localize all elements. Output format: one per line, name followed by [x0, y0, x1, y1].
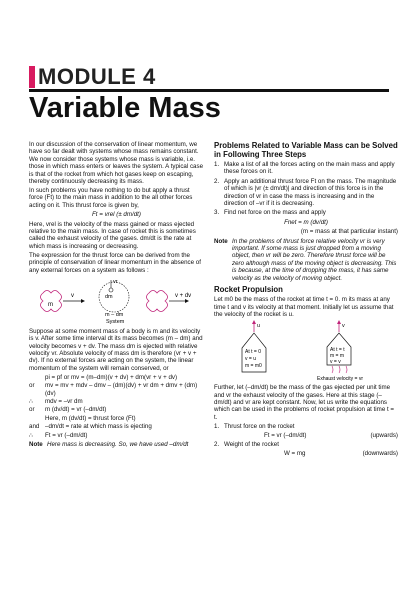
vrel-paragraph: Here, vrel is the velocity of the mass gained or mass ejected relative to the main mass. In case of rocket this is sometimes called the exhaust velocity of the gases. dm/dt is the rate at which mass is increasing or decreasing.	[29, 220, 196, 250]
rocket-right-line: m = m	[330, 352, 345, 359]
system-boundary	[99, 282, 129, 312]
ejected-mass	[109, 288, 113, 292]
derivation-equations: pi = pf or mv = (m–dm)(v + dv) + dm(vr + v + dv) or mv = mv + mdv – dmv – (dm)(dv) + vr dm + dmv + (dm)(dv) ∴ mdv = –vr dm or m (dv/dt) = vr (–dm/dt) Here, m (dv/dt) = thrust force (Ft) and –dm/dt = rate at which mass is ejecting ∴ Ft = vr (–dm/dt)	[29, 374, 204, 439]
further-paragraph: Further, let (–dm/dt) be the mass of the gas ejected per unit time and vr the exhaust velocity of the gases. Here at this stage (–dm/dt) and vr are kept constant. Now, let us write the equations which can be used in the problems of rocket propulsion at time t = t.	[214, 384, 395, 421]
rocket-right-line: v = v	[330, 358, 341, 365]
body-after-shape	[147, 291, 168, 312]
rocket-right-line: At t = t	[330, 346, 345, 353]
module-accent-bar	[29, 66, 35, 88]
right-column	[214, 141, 398, 458]
exhaust-label: Exhaust velocity = vr	[317, 375, 363, 382]
module-label: MODULE 4	[38, 64, 156, 89]
rocket-left-line: m = m0	[245, 362, 262, 369]
rocket-u-label: u	[257, 322, 261, 329]
rocket-list-item: 1. Thrust force on the rocket	[214, 422, 295, 430]
body-before-shape	[41, 291, 62, 312]
rocket-left-line: v = u	[245, 355, 256, 362]
diagram-v-label: v	[71, 293, 74, 300]
diagram-vdv-label: v + dv	[175, 293, 192, 300]
fnet-note: (m = mass at that particular instant)	[300, 228, 398, 236]
eq-line: Ft = vr (–dm/dt)	[45, 431, 88, 439]
system-diagram	[29, 275, 204, 325]
eq-line: Here, m (dv/dt) = thrust force (Ft)	[45, 414, 136, 422]
diagram-system-label: System	[106, 319, 125, 326]
rocket-left-line: At t = 0	[245, 348, 261, 355]
diagram-dm-label: dm	[105, 294, 113, 301]
step-item: 2. Apply an additional thrust force Ft on the mass. The magnitude of which is |vr (± dm/dt)| and direction of this force is in the direction of vr in case the mass is increasing and in the direction of –vr if it is decreasing.	[214, 177, 397, 208]
left-note: Note Here mass is decreasing. So, we have used –dm/dt	[29, 441, 189, 448]
page-title: Variable Mass	[29, 92, 221, 124]
left-column	[29, 141, 204, 450]
fnet-equation: Fnet = m (dv/dt)	[284, 218, 328, 226]
diagram-m-label: m	[48, 302, 53, 309]
rocket-diagram	[214, 320, 398, 382]
thrust-equation: Ft = vrel (± dm/dt)	[92, 211, 141, 219]
weight-row: W = mg (downwards)	[284, 449, 398, 457]
rocket-list-item: 2. Weight of the rocket	[214, 440, 279, 448]
eq-line: m (dv/dt) = vr (–dm/dt)	[45, 406, 107, 414]
diagram-vr-label: vr	[113, 279, 118, 286]
eq-line: mdv = –vr dm	[45, 397, 83, 405]
rocket-paragraph: Let m0 be the mass of the rocket at time t = 0. m its mass at any time t and v its velocity at that moment. Initially let us assume that the velocity of the rocket is u.	[214, 296, 394, 318]
step-item: 3. Find net force on the mass and apply	[214, 209, 326, 217]
eq-line: –dm/dt = rate at which mass is ejecting	[45, 423, 152, 431]
steps-heading: Problems Related to Variable Mass can be Solved in Following Three Steps	[214, 141, 398, 159]
thrust-row: Ft = vr (–dm/dt) (upwards)	[264, 432, 398, 440]
right-note: Note In the problems of thrust force relative velocity vr is very important. If some mass is just dropped from a moving object, then vr will be zero. Therefore thrust force will be zero although mass of the moving object is decreasing. This is because, at the time of dropping the mass, it has same velocity as the velocity of moving object.	[214, 237, 397, 282]
eq-line: pi = pf or mv = (m–dm)(v + dv) + dm(vr + v + dv)	[45, 373, 178, 381]
diagram-mdm-label: m – dm	[105, 312, 124, 319]
eq-line: mv = mv + mdv – dmv – (dm)(dv) + vr dm + dmv + (dm)(dv)	[45, 382, 198, 397]
rocket-v-label: v	[342, 322, 345, 329]
step-item: 1. Make a list of all the forces acting on the main mass and apply these forces on it.	[214, 161, 395, 176]
thrust-paragraph: In such problems you have nothing to do but apply a thrust force (Ft) to the main mass in addition to the all other forces acting on it. This thrust force is given by,	[29, 186, 193, 209]
derivation-paragraph: The expression for the thrust force can be derived from the principle of conservation of linear momentum in the absence of any external forces on a system as follows :	[29, 251, 201, 274]
rocket-heading: Rocket Propulsion	[214, 285, 283, 295]
intro-paragraph: In our discussion of the conservation of linear momentum, we have so far dealt with systems whose mass remains constant. We now consider those systems whose mass is variable, i.e. those in which mass enters or leaves the system. A typical case is that of the rocket from which hot gases keep on escaping, thereby continuously decreasing its mass.	[29, 141, 204, 186]
exhaust-gas	[332, 366, 347, 373]
momentum-paragraph: Suppose at some moment mass of a body is m and its velocity is v. After some time interval dt its mass becomes (m – dm) and velocity becomes v + dv. The mass dm is ejected with relative velocity vr. Absolute velocity of mass dm is therefore (vr + v + dv). If no external forces are acting on the system, the linear momentum of the system will remain conserved, or	[29, 327, 203, 372]
